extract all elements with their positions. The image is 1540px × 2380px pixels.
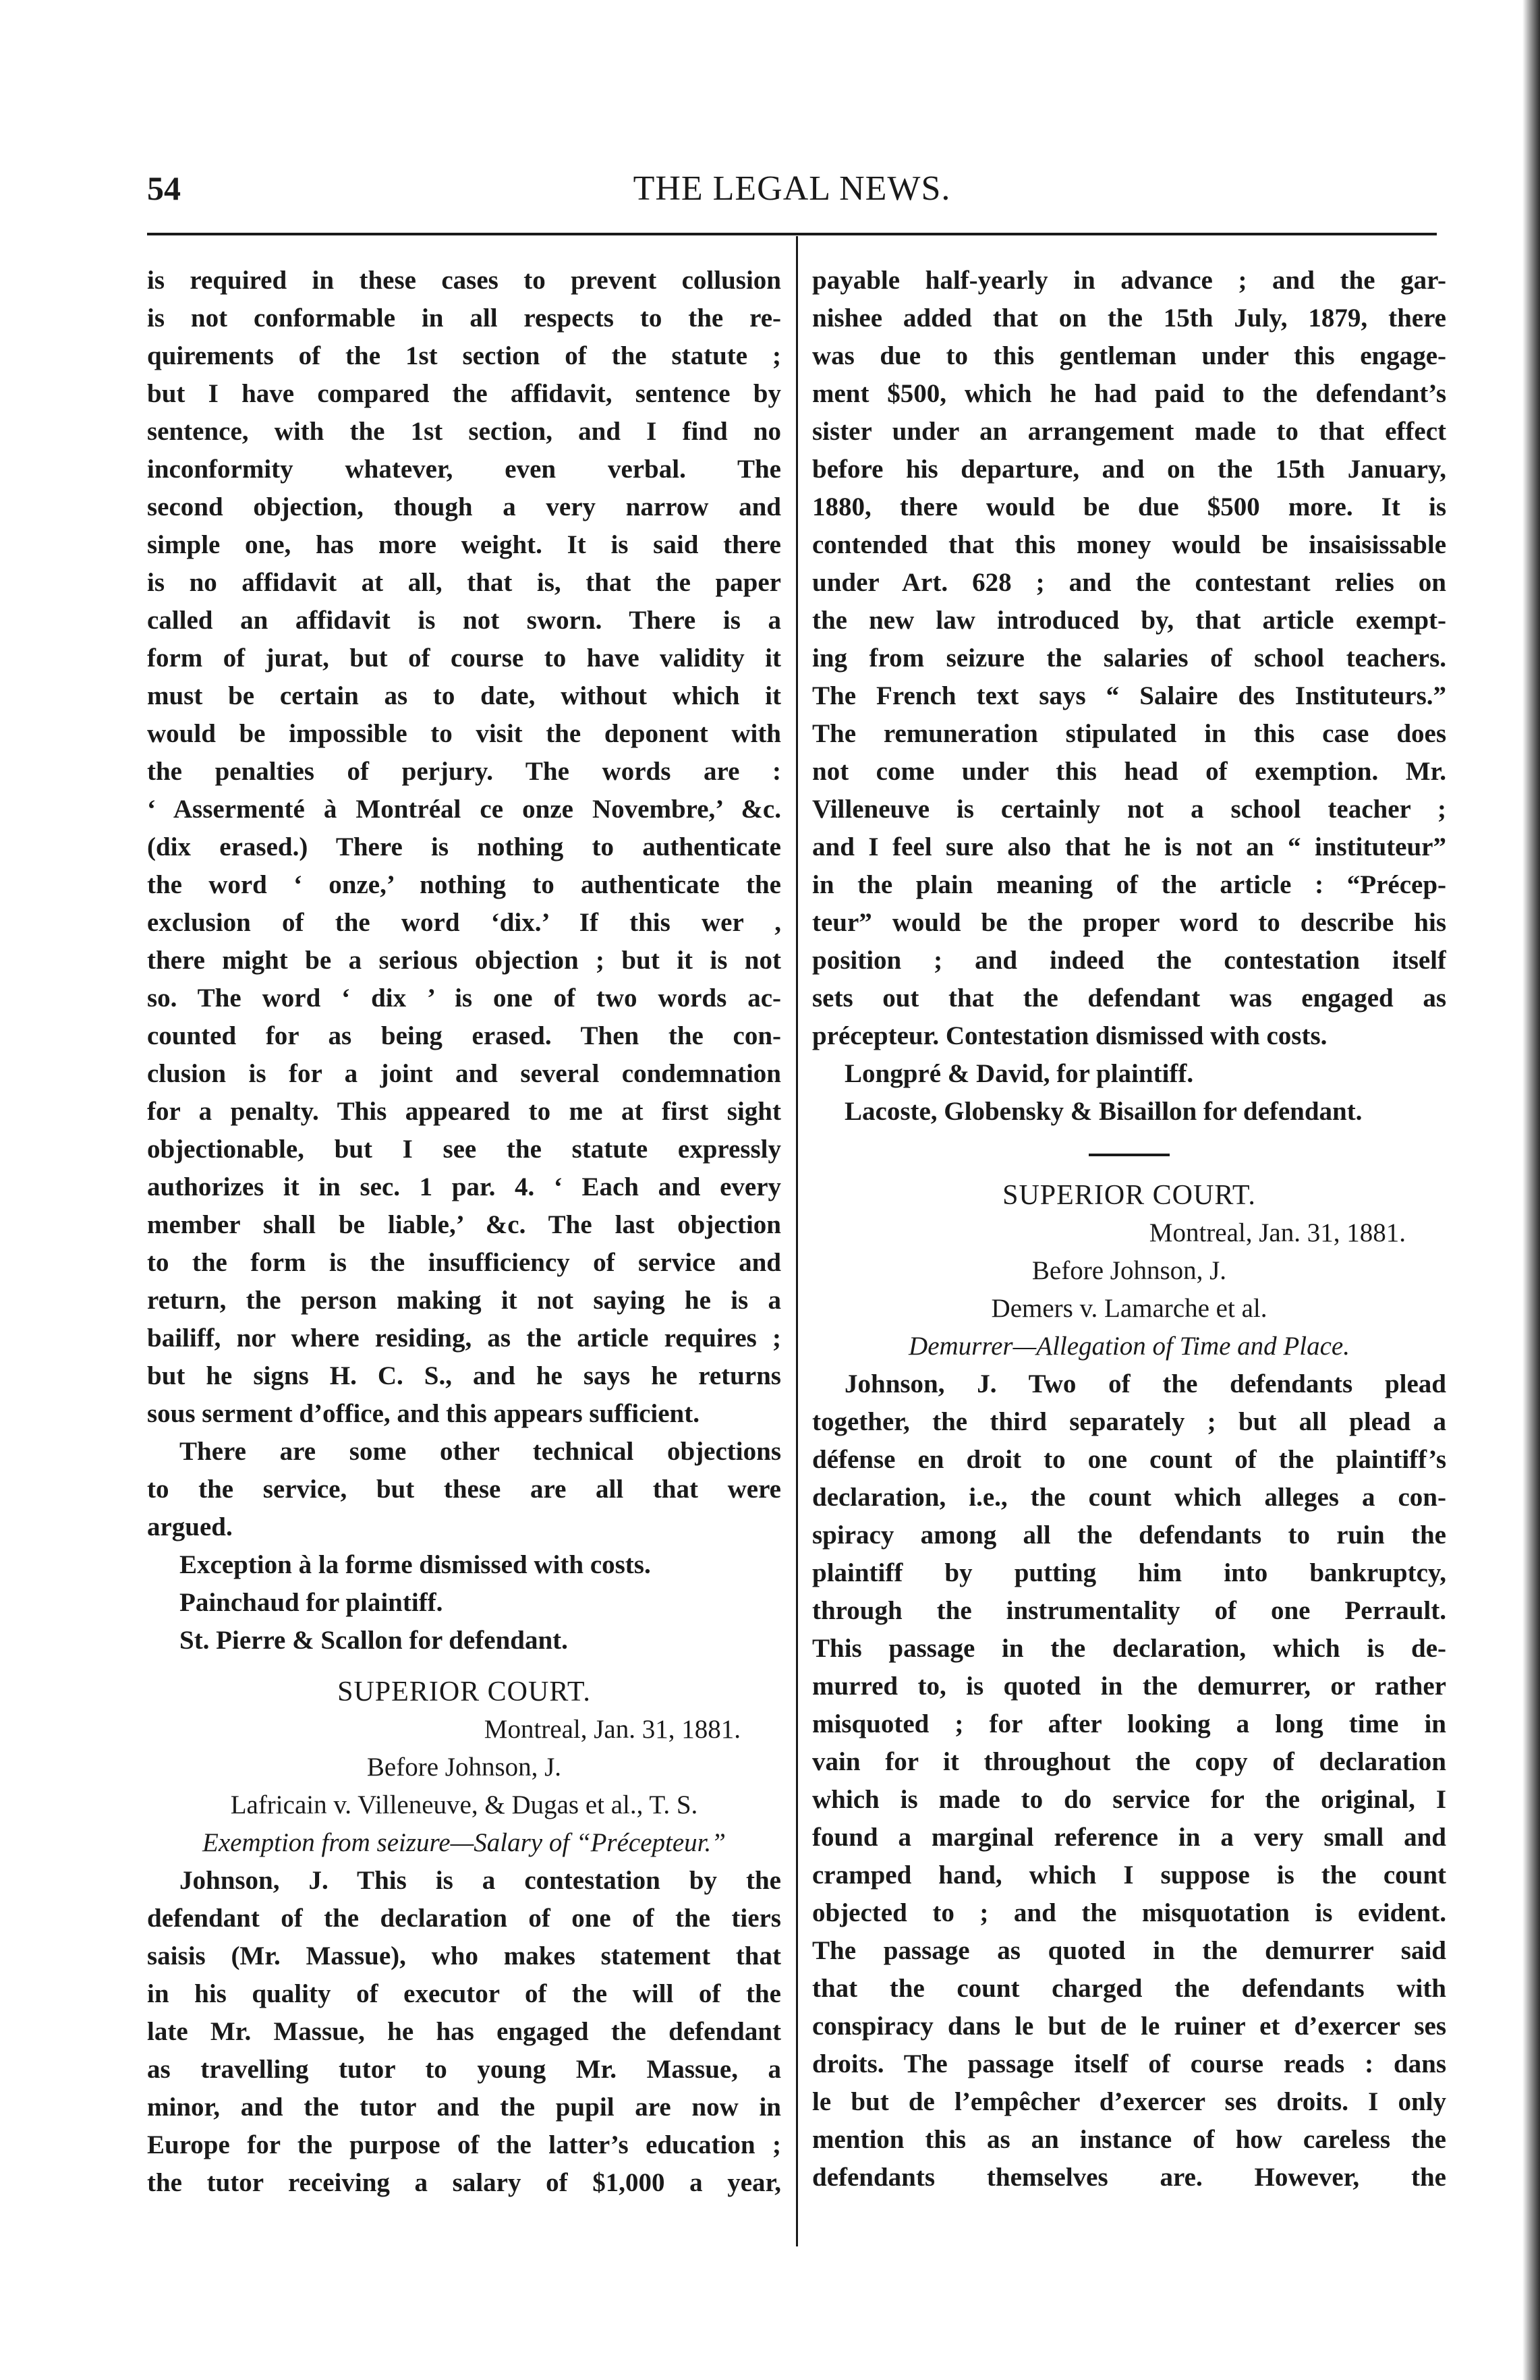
- text-line: le but de l’empêcher d’exercer ses droits. I only: [812, 2087, 1446, 2116]
- case-parties: Lafricain v. Villeneuve, & Dugas et al., T. S.: [230, 1790, 698, 1819]
- text-line: through the instrumentality of one Perrault.: [812, 1596, 1446, 1625]
- text-line: (dix erased.) There is nothing to authenticate: [147, 832, 781, 861]
- disposition: Exception à la forme dismissed with costs.: [179, 1550, 651, 1579]
- text-line: authorizes it in sec. 1 par. 4. ‘ Each and every: [147, 1172, 781, 1201]
- section-rule: [1089, 1154, 1170, 1156]
- text-line: simple one, has more weight. It is said there: [147, 530, 781, 559]
- text-line: conspiracy dans le but de le ruiner et d’exercer ses: [812, 2012, 1446, 2041]
- text-line: nishee added that on the 15th July, 1879, there: [812, 304, 1446, 333]
- right-column: [812, 262, 1446, 2197]
- text-line: sister under an arrangement made to that effect: [812, 417, 1446, 446]
- text-line: which is made to do service for the original, I: [812, 1785, 1446, 1814]
- text-line: This passage in the declaration, which is de-: [812, 1634, 1446, 1663]
- text-line: droits. The passage itself of course reads : dans: [812, 2049, 1446, 2078]
- text-line: in his quality of executor of the will of the: [147, 1979, 781, 2008]
- text-line: The French text says “ Salaire des Instituteurs.”: [812, 681, 1446, 710]
- plaintiff-counsel: Painchaud for plaintiff.: [179, 1588, 443, 1617]
- text-line: There are some other technical objections: [179, 1437, 781, 1466]
- text-line: défense en droit to one count of the plaintiff’s: [812, 1445, 1446, 1474]
- text-line: The passage as quoted in the demurrer said: [812, 1936, 1446, 1965]
- text-line: so. The word ‘ dix ’ is one of two words ac-: [147, 984, 781, 1013]
- header-rule: [147, 233, 1437, 235]
- text-line: exclusion of the word ‘dix.’ If this wer ,: [147, 908, 781, 937]
- text-line: but I have compared the affidavit, sentence by: [147, 379, 781, 408]
- before-judge: Before Johnson, J.: [366, 1753, 562, 1782]
- text-line: position ; and indeed the contestation itself: [812, 946, 1446, 975]
- text-line: counted for as being erased. Then the con-: [147, 1021, 781, 1050]
- text-line: defendant of the declaration of one of the tiers: [147, 1904, 781, 1933]
- text-line: before his departure, and on the 15th January,: [812, 455, 1446, 484]
- text-line: vain for it throughout the copy of declaration: [812, 1747, 1446, 1776]
- defendant-counsel: St. Pierre & Scallon for defendant.: [179, 1626, 568, 1655]
- case-subject: Exemption from seizure—Salary of “Précepteur.”: [202, 1828, 726, 1857]
- text-line: called an affidavit is not sworn. There is a: [147, 606, 781, 635]
- text-line: under Art. 628 ; and the contestant relies on: [812, 568, 1446, 597]
- text-line: objectionable, but I see the statute expressly: [147, 1135, 781, 1164]
- before-judge: Before Johnson, J.: [1031, 1256, 1227, 1285]
- text-line: defendants themselves are. However, the: [812, 2163, 1446, 2192]
- text-line: found a marginal reference in a very small and: [812, 1823, 1446, 1852]
- text-line: the word ‘ onze,’ nothing to authenticate the: [147, 870, 781, 899]
- opening-paragraph: [147, 262, 781, 1433]
- text-line: argued.: [147, 1512, 233, 1541]
- text-line: not come under this head of exemption. Mr.: [812, 757, 1446, 786]
- text-line: is required in these cases to prevent collusion: [147, 266, 781, 295]
- text-line: Johnson, J. This is a contestation by the: [179, 1866, 781, 1895]
- text-line: murred to, is quoted in the demurrer, or rather: [812, 1672, 1446, 1701]
- text-line: clusion is for a joint and several condemnation: [147, 1059, 781, 1088]
- text-line: to the service, but these are all that were: [147, 1475, 781, 1504]
- text-line: sentence, with the 1st section, and I find no: [147, 417, 781, 446]
- text-line: minor, and the tutor and the pupil are now in: [147, 2093, 781, 2122]
- text-line: form of jurat, but of course to have validity it: [147, 644, 781, 673]
- text-line: mention this as an instance of how careless the: [812, 2125, 1446, 2154]
- text-line: Europe for the purpose of the latter’s education ;: [147, 2130, 781, 2159]
- text-line: would be impossible to visit the deponent with: [147, 719, 781, 748]
- text-line: payable half-yearly in advance ; and the gar-: [812, 266, 1446, 295]
- text-line: cramped hand, which I suppose is the count: [812, 1861, 1446, 1890]
- text-line: there might be a serious objection ; but it is not: [147, 946, 781, 975]
- text-line: the new law introduced by, that article exempt-: [812, 606, 1446, 635]
- text-line: late Mr. Massue, he has engaged the defendant: [147, 2017, 781, 2046]
- text-line: and I feel sure also that he is not an “ instituteur”: [812, 832, 1446, 861]
- text-line: objected to ; and the misquotation is evident.: [812, 1898, 1446, 1927]
- text-line: is no affidavit at all, that is, that the paper: [147, 568, 781, 597]
- text-line: in the plain meaning of the article : “Précep-: [812, 870, 1446, 899]
- place-date: Montreal, Jan. 31, 1881.: [484, 1715, 741, 1744]
- text-line: sets out that the defendant was engaged as: [812, 984, 1446, 1013]
- text-line: ‘ Assermenté à Montréal ce onze Novembre,’ &c.: [147, 795, 781, 824]
- text-line: to the form is the insufficiency of service and: [147, 1248, 781, 1277]
- text-line: contended that this money would be insaisissable: [812, 530, 1446, 559]
- text-line: as travelling tutor to young Mr. Massue, a: [147, 2055, 781, 2084]
- text-line: Johnson, J. Two of the defendants plead: [845, 1369, 1446, 1398]
- text-line: was due to this gentleman under this engage-: [812, 341, 1446, 370]
- text-line: inconformity whatever, even verbal. The: [147, 455, 781, 484]
- case-parties: Demers v. Lamarche et al.: [991, 1294, 1267, 1323]
- text-line: second objection, though a very narrow and: [147, 492, 781, 521]
- text-line: but he signs H. C. S., and he says he returns: [147, 1361, 781, 1390]
- text-line: for a penalty. This appeared to me at first sight: [147, 1097, 781, 1126]
- text-line: together, the third separately ; but all plead a: [812, 1407, 1446, 1436]
- page-edge-shadow: [1522, 0, 1540, 2380]
- plaintiff-counsel: Longpré & David, for plaintiff.: [845, 1059, 1194, 1088]
- text-line: quirements of the 1st section of the statute ;: [147, 341, 781, 370]
- text-line: saisis (Mr. Massue), who makes statement that: [147, 1942, 781, 1971]
- text-line: that the count charged the defendants with: [812, 1974, 1446, 2003]
- second-paragraph: [147, 1433, 781, 1546]
- text-line: the penalties of perjury. The words are :: [147, 757, 781, 786]
- court-heading: SUPERIOR COURT.: [1002, 1180, 1256, 1211]
- text-line: declaration, i.e., the count which alleges a con-: [812, 1483, 1446, 1512]
- text-line: bailiff, nor where residing, as the article requires ;: [147, 1324, 781, 1353]
- text-line: must be certain as to date, without which it: [147, 681, 781, 710]
- text-line: plaintiff by putting him into bankruptcy,: [812, 1558, 1446, 1587]
- page-header: [147, 169, 1437, 216]
- text-line: Villeneuve is certainly not a school teacher ;: [812, 795, 1446, 824]
- text-line: teur” would be the proper word to describe his: [812, 908, 1446, 937]
- text-line: spiracy among all the defendants to ruin the: [812, 1521, 1446, 1550]
- case-body: [812, 1365, 1446, 2197]
- column-divider: [796, 236, 798, 2246]
- text-line: member shall be liable,’ &c. The last objection: [147, 1210, 781, 1239]
- text-line: ment $500, which he had paid to the defendant’s: [812, 379, 1446, 408]
- text-line: The remuneration stipulated in this case does: [812, 719, 1446, 748]
- text-line: 1880, there would be due $500 more. It is: [812, 492, 1446, 521]
- court-heading: SUPERIOR COURT.: [337, 1676, 591, 1707]
- place-date: Montreal, Jan. 31, 1881.: [1149, 1218, 1406, 1247]
- case-subject: Demurrer—Allegation of Time and Place.: [909, 1332, 1350, 1361]
- left-column: [147, 262, 781, 2202]
- running-title: THE LEGAL NEWS.: [633, 169, 951, 208]
- text-line: the tutor receiving a salary of $1,000 a year,: [147, 2168, 781, 2197]
- text-line: sous serment d’office, and this appears sufficient.: [147, 1399, 700, 1428]
- case-body: [147, 1862, 781, 2202]
- text-line: is not conformable in all respects to the re-: [147, 304, 781, 333]
- text-line: ing from seizure the salaries of school teachers.: [812, 644, 1446, 673]
- text-line: return, the person making it not saying he is a: [147, 1286, 781, 1315]
- defendant-counsel: Lacoste, Globensky & Bisaillon for defendant.: [845, 1097, 1363, 1126]
- text-line: misquoted ; for after looking a long time in: [812, 1709, 1446, 1738]
- text-line: précepteur. Contestation dismissed with costs.: [812, 1021, 1328, 1050]
- page-number: 54: [147, 169, 181, 207]
- continued-paragraph: [812, 262, 1446, 1055]
